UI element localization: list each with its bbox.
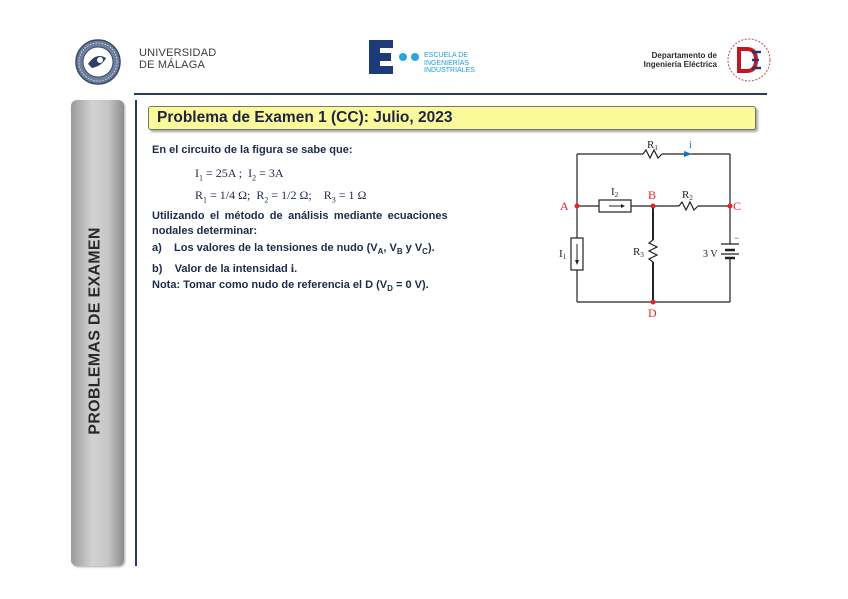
given-currents: $I_1 = 25A$ ; $I_2 = 3A$ (195, 166, 284, 183)
node-b-label: B (648, 188, 657, 202)
node-c-dot (728, 204, 733, 209)
circuit-diagram (555, 140, 765, 325)
current-i-arrow (684, 151, 692, 157)
i2-arrow-head (621, 204, 625, 208)
statement-intro: En el circuito de la figura se sabe que: (152, 144, 353, 156)
r3-label: R3 (633, 246, 644, 259)
section-sidebar (71, 100, 124, 566)
i2-label: I2 (611, 186, 619, 199)
school-name: ESCUELA DE INGENIERÍAS INDUSTRIALES (424, 52, 475, 74)
current-i-label: i (689, 140, 692, 151)
resistor-r2 (679, 202, 698, 210)
header-divider (134, 93, 767, 95)
node-a-dot (575, 204, 580, 209)
node-d-label: D (648, 306, 657, 320)
item-b: b) Valor de la intensidad i. (152, 261, 298, 275)
reference-note: Nota: Tomar como nudo de referencia el D ($V_D = 0$ V). (152, 279, 429, 294)
department-name: Departamento de Ingeniería Eléctrica (643, 51, 717, 69)
department-seal-logo (725, 37, 773, 83)
node-c-label: C (733, 199, 742, 213)
school-logo (363, 36, 423, 78)
given-resistances: $R_1 = 1/4$ Ω; $R_2 = 1/2$ Ω; $R_3 = 1$ Ω (195, 188, 367, 205)
resistor-r1 (643, 150, 662, 158)
university-seal-logo (70, 38, 130, 86)
r2-label: R2 (682, 189, 693, 202)
method-line-2: nodales determinar: (152, 225, 258, 237)
problem-title: Problema de Examen 1 (CC): Julio, 2023 (157, 109, 453, 126)
node-a-label: A (560, 199, 569, 213)
content-divider (135, 100, 137, 566)
i1-arrow-head (575, 260, 579, 265)
problem-title-bar (148, 106, 756, 130)
source-label: 3 V (703, 249, 718, 260)
node-b-dot (651, 204, 656, 209)
i1-label: I1 (559, 248, 567, 261)
sidebar-label: PROBLEMAS DE EXAMEN (86, 227, 104, 435)
resistor-r3 (649, 240, 657, 262)
node-d-dot (651, 300, 656, 305)
battery-minus: − (734, 233, 740, 243)
university-name: UNIVERSIDAD DE MÁLAGA (139, 47, 217, 71)
r1-label: R1 (647, 140, 658, 152)
item-a: a) Los valores de la tensiones de nudo ($V_A$, $V_B$ y $V_C$). (152, 242, 435, 257)
method-line-1: Utilizando el método de análisis mediante ecuaciones (152, 210, 448, 222)
